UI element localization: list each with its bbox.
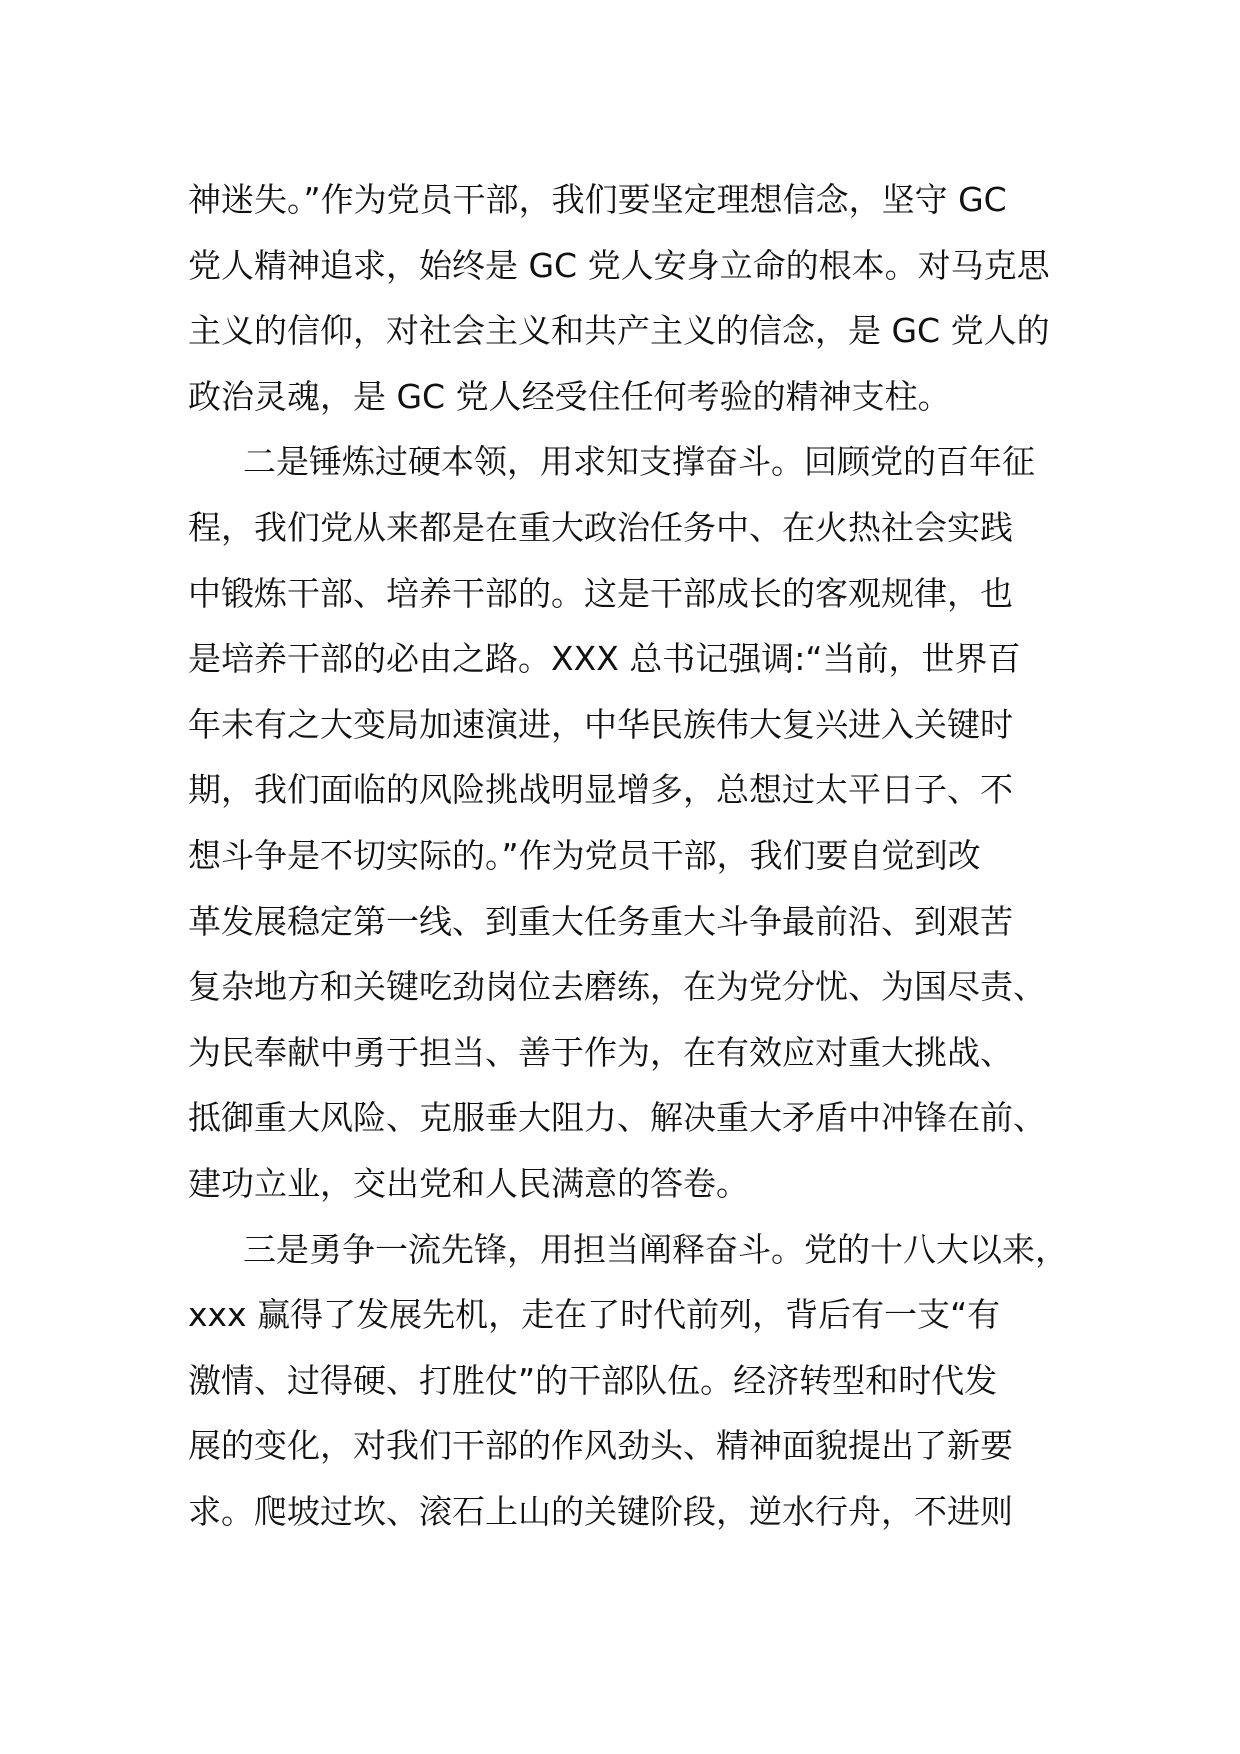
text-line: 求。爬坡过坎、滚石上山的关键阶段，逆水行舟，不进则	[188, 1491, 1013, 1531]
text-line: xxx 赢得了发展先机，走在了时代前列，背后有一支“有	[188, 1295, 1001, 1335]
text-line: 中锻炼干部、培养干部的。这是干部成长的客观规律，也	[188, 573, 1013, 613]
text-line: 政治灵魂，是 GC 党人经受住任何考验的精神支柱。	[188, 376, 951, 416]
text-line: 建功立业，交出党和人民满意的答卷。	[188, 1163, 749, 1203]
text-line: 年未有之大变局加速演进，中华民族伟大复兴进入关键时	[188, 704, 1013, 744]
text-line: 期，我们面临的风险挑战明显增多，总想过太平日子、不	[188, 770, 1013, 810]
text-line: 想斗争是不切实际的。”作为党员干部，我们要自觉到改	[188, 835, 981, 875]
text-line: 党人精神追求，始终是 GC 党人安身立命的根本。对马克思	[188, 245, 1050, 285]
text-line: 复杂地方和关键吃劲岗位去磨练，在为党分忧、为国尽责、	[188, 967, 1046, 1007]
paragraph-start-line: 二是锤炼过硬本领，用求知支撑奋斗。回顾党的百年征	[243, 442, 1035, 482]
text-line: 主义的信仰，对社会主义和共产主义的信念，是 GC 党人的	[188, 311, 1050, 351]
text-line: 激情、过得硬、打胜仗”的干部队伍。经济转型和时代发	[188, 1360, 998, 1400]
text-line: 革发展稳定第一线、到重大任务重大斗争最前沿、到艰苦	[188, 901, 1013, 941]
text-line: 展的变化，对我们干部的作风劲头、精神面貌提出了新要	[188, 1426, 1013, 1466]
text-line: 抵御重大风险、克服垂大阻力、解决重大矛盾中冲锋在前、	[188, 1098, 1046, 1138]
text-line: 程，我们党从来都是在重大政治任务中、在火热社会实践	[188, 507, 1013, 547]
text-line: 为民奉献中勇于担当、善于作为，在有效应对重大挑战、	[188, 1032, 1013, 1072]
text-line: 是培养干部的必由之路。XXX 总书记强调:“当前，世界百	[188, 639, 1021, 679]
text-line: 神迷失。”作为党员干部，我们要坚定理想信念，坚守 GC	[188, 180, 1007, 219]
body-text	[188, 167, 1088, 1544]
paragraph-start-line: 三是勇争一流先锋，用担当阐释奋斗。党的十八大以来，	[243, 1229, 1068, 1269]
